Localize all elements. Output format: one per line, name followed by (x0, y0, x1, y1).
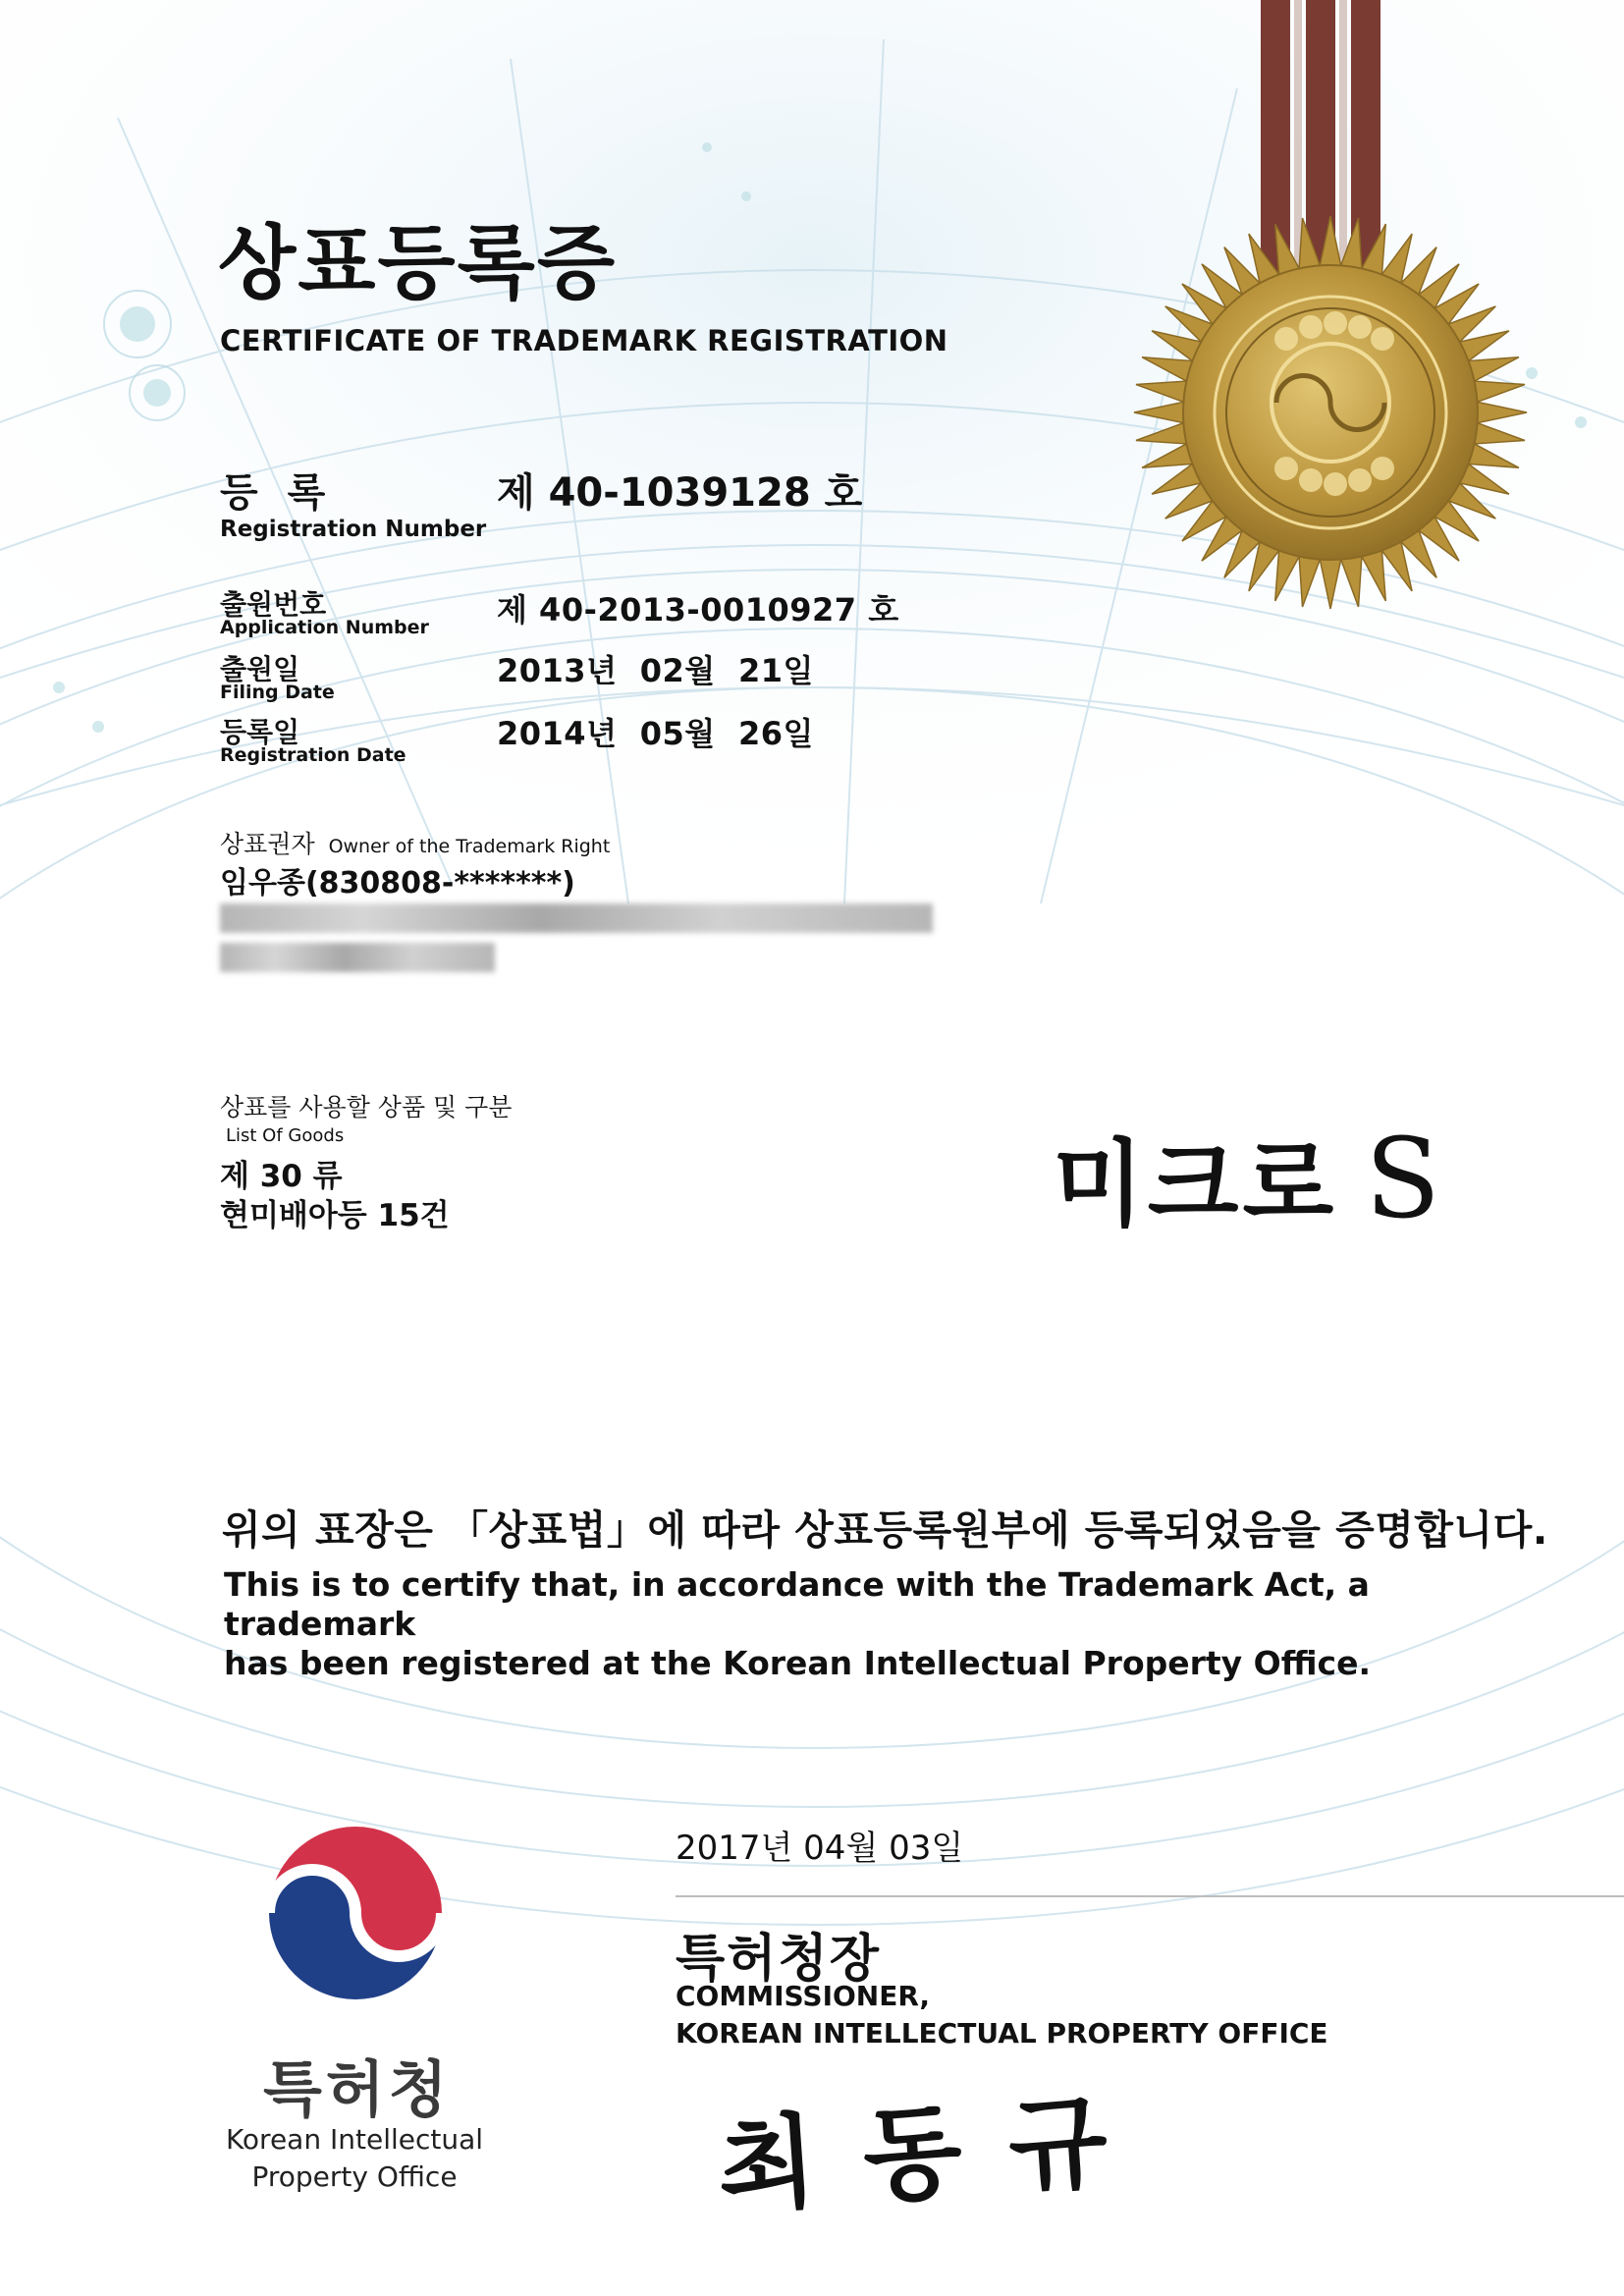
application-label-ko: 출원번호 (220, 588, 327, 621)
registration-date-label-ko: 등록일 (220, 716, 300, 748)
statement-ko: 위의 표장은 「상표법」에 따라 상표등록원부에 등록되었음을 증명합니다. (222, 1506, 1548, 1554)
owner-label-en: Owner of the Trademark Right (328, 836, 611, 857)
statement-en (224, 1565, 1500, 1683)
registration-number: 제 40-1039128 호 (497, 470, 863, 516)
trademark-text (1053, 1110, 1444, 1244)
trademark-word: 미크로 (1053, 1129, 1338, 1239)
gold-seal-icon (1129, 211, 1532, 614)
redacted-address-line (220, 903, 933, 933)
filing-label-ko: 출원일 (220, 653, 300, 685)
registration-date: 2014년 05월 26일 (497, 715, 814, 752)
statement-en-line2: has been registered at the Korean Intellectual Property Office. (224, 1644, 1372, 1682)
kipo-logo-icon (257, 1815, 454, 2011)
commissioner-en-line2: KOREAN INTELLECTUAL PROPERTY OFFICE (676, 2017, 1328, 2050)
goods-label-en: List Of Goods (226, 1125, 345, 1146)
goods-label-ko: 상표를 사용할 상품 및 구분 (220, 1093, 513, 1121)
goods-items: 현미배아등 15건 (220, 1198, 450, 1233)
owner-name: 임우종(830808-*******) (220, 866, 575, 901)
application-label-en: Application Number (220, 617, 429, 638)
filing-date: 2013년 02월 21일 (497, 652, 814, 689)
issue-divider (676, 1895, 1624, 1897)
goods-class: 제 30 류 (220, 1159, 343, 1194)
commissioner-ko: 특허청장 (676, 1930, 881, 1989)
redacted-address-line (220, 943, 495, 972)
commissioner-signature: 최동규 (713, 2076, 1159, 2228)
kipo-name-en (196, 2121, 513, 2196)
statement-en-line1: This is to certify that, in accordance with the Trademark Act, a trademark (224, 1565, 1370, 1643)
commissioner-en-line1: COMMISSIONER, (676, 1980, 931, 2012)
registration-label-en: Registration Number (220, 517, 487, 542)
owner-label (220, 825, 610, 860)
registration-label-ko: 등 록 (220, 470, 334, 516)
owner-label-ko: 상표권자 (220, 830, 315, 858)
trademark-letter: S (1365, 1116, 1444, 1243)
kipo-name-en-line1: Korean Intellectual (225, 2123, 484, 2156)
kipo-name-en-line2: Property Office (251, 2160, 458, 2193)
certificate-title-ko: 상표등록증 (218, 217, 618, 310)
filing-label-en: Filing Date (220, 682, 335, 703)
commissioner-en (676, 1978, 1328, 2052)
issue-date: 2017년 04월 03일 (676, 1829, 964, 1868)
certificate-title-en: CERTIFICATE OF TRADEMARK REGISTRATION (220, 324, 948, 357)
application-number: 제 40-2013-0010927 호 (497, 591, 899, 629)
registration-date-label-en: Registration Date (220, 744, 406, 766)
kipo-name-ko: 특허청 (263, 2053, 452, 2125)
